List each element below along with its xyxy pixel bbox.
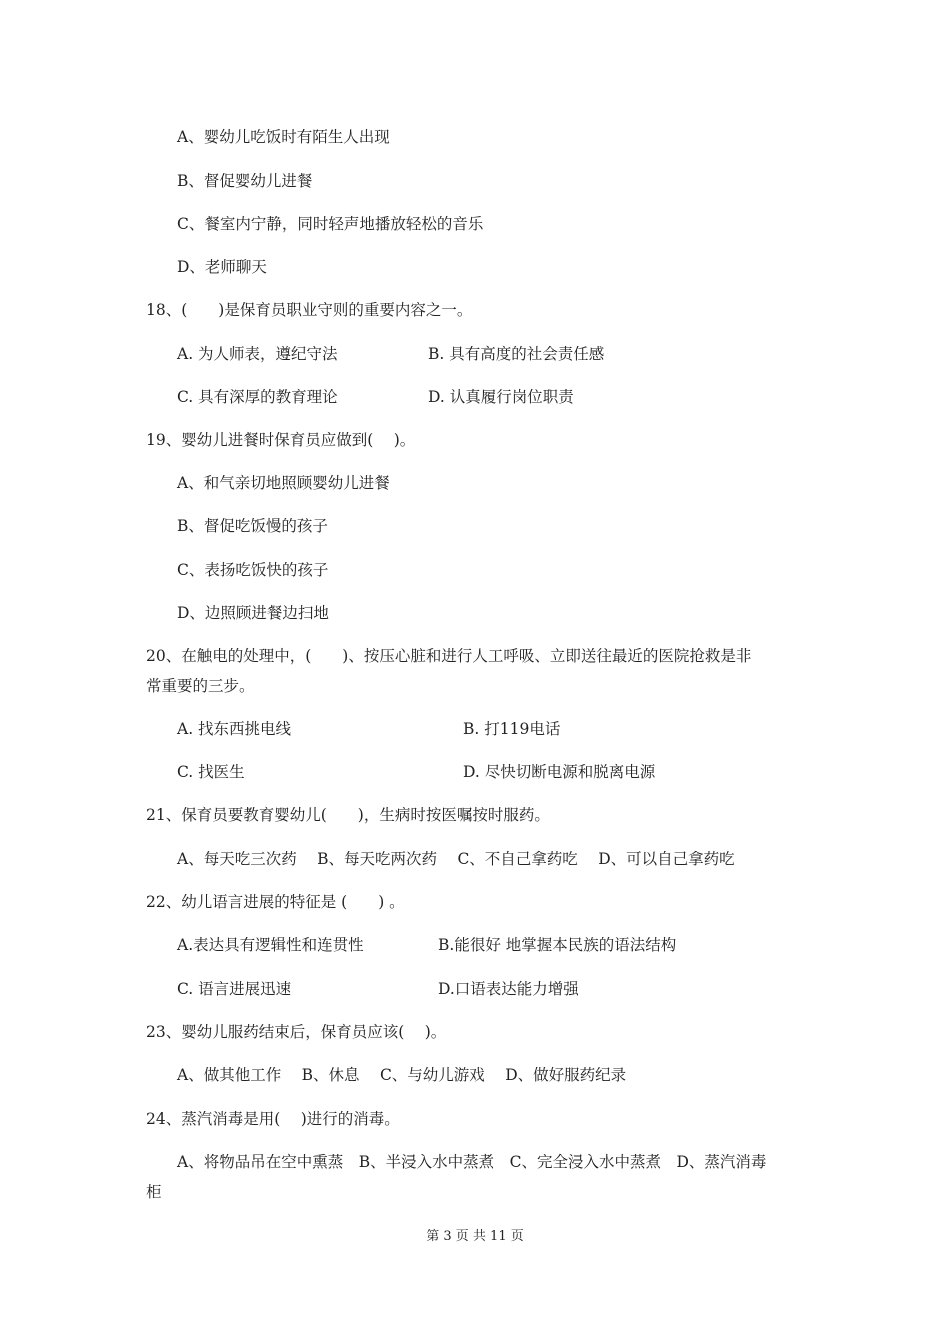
q18-option-c: C. 具有深厚的教育理论 [177, 388, 338, 406]
q22-option-c: C. 语言进展迅速 [177, 980, 292, 998]
q20-option-c: C. 找医生 [177, 763, 245, 781]
q19-option-d: D、边照顾进餐边扫地 [177, 604, 329, 622]
q18-option-b: B. 具有高度的社会责任感 [428, 345, 605, 363]
q24-options-line1: A、将物品吊在空中熏蒸 B、半浸入水中蒸煮 C、完全浸入水中蒸煮 D、蒸汽消毒 [177, 1153, 767, 1171]
q20-option-b: B. 打119电话 [463, 720, 561, 738]
question-20-line1: 20、在触电的处理中，( )、按压心脏和进行人工呼吸、立即送往最近的医院抢救是非 [146, 647, 752, 665]
option-a: A、婴幼儿吃饭时有陌生人出现 [177, 128, 390, 146]
q21-options: A、每天吃三次药 B、每天吃两次药 C、不自己拿药吃 D、可以自己拿药吃 [177, 850, 735, 868]
question-24: 24、蒸汽消毒是用( )进行的消毒。 [146, 1110, 400, 1128]
question-22: 22、幼儿语言进展的特征是 ( ) 。 [146, 893, 405, 911]
question-18: 18、( )是保育员职业守则的重要内容之一。 [146, 301, 473, 319]
option-c: C、餐室内宁静，同时轻声地播放轻松的音乐 [177, 215, 484, 233]
page-footer: 第 3 页 共 11 页 [426, 1229, 524, 1244]
question-21: 21、保育员要教育婴幼儿( )，生病时按医嘱按时服药。 [146, 806, 550, 824]
q18-option-d: D. 认真履行岗位职责 [428, 388, 574, 406]
q22-option-d: D.口语表达能力增强 [438, 980, 579, 998]
q22-option-b: B.能很好 地掌握本民族的语法结构 [438, 936, 677, 954]
q19-option-c: C、表扬吃饭快的孩子 [177, 561, 329, 579]
q20-option-d: D. 尽快切断电源和脱离电源 [463, 763, 656, 781]
option-b: B、督促婴幼儿进餐 [177, 172, 313, 190]
question-20-line2: 常重要的三步。 [146, 677, 255, 695]
q23-options: A、做其他工作 B、休息 C、与幼儿游戏 D、做好服药纪录 [177, 1066, 627, 1084]
question-19: 19、婴幼儿进餐时保育员应做到( )。 [146, 431, 416, 449]
question-23: 23、婴幼儿服药结束后，保育员应该( )。 [146, 1023, 447, 1041]
q20-option-a: A. 找东西挑电线 [177, 720, 292, 738]
q24-options-line2: 柜 [146, 1183, 162, 1201]
q19-option-b: B、督促吃饭慢的孩子 [177, 517, 328, 535]
option-d: D、老师聊天 [177, 258, 267, 276]
q18-option-a: A. 为人师表，遵纪守法 [177, 345, 338, 363]
q22-option-a: A.表达具有逻辑性和连贯性 [177, 936, 364, 954]
q19-option-a: A、和气亲切地照顾婴幼儿进餐 [177, 474, 390, 492]
